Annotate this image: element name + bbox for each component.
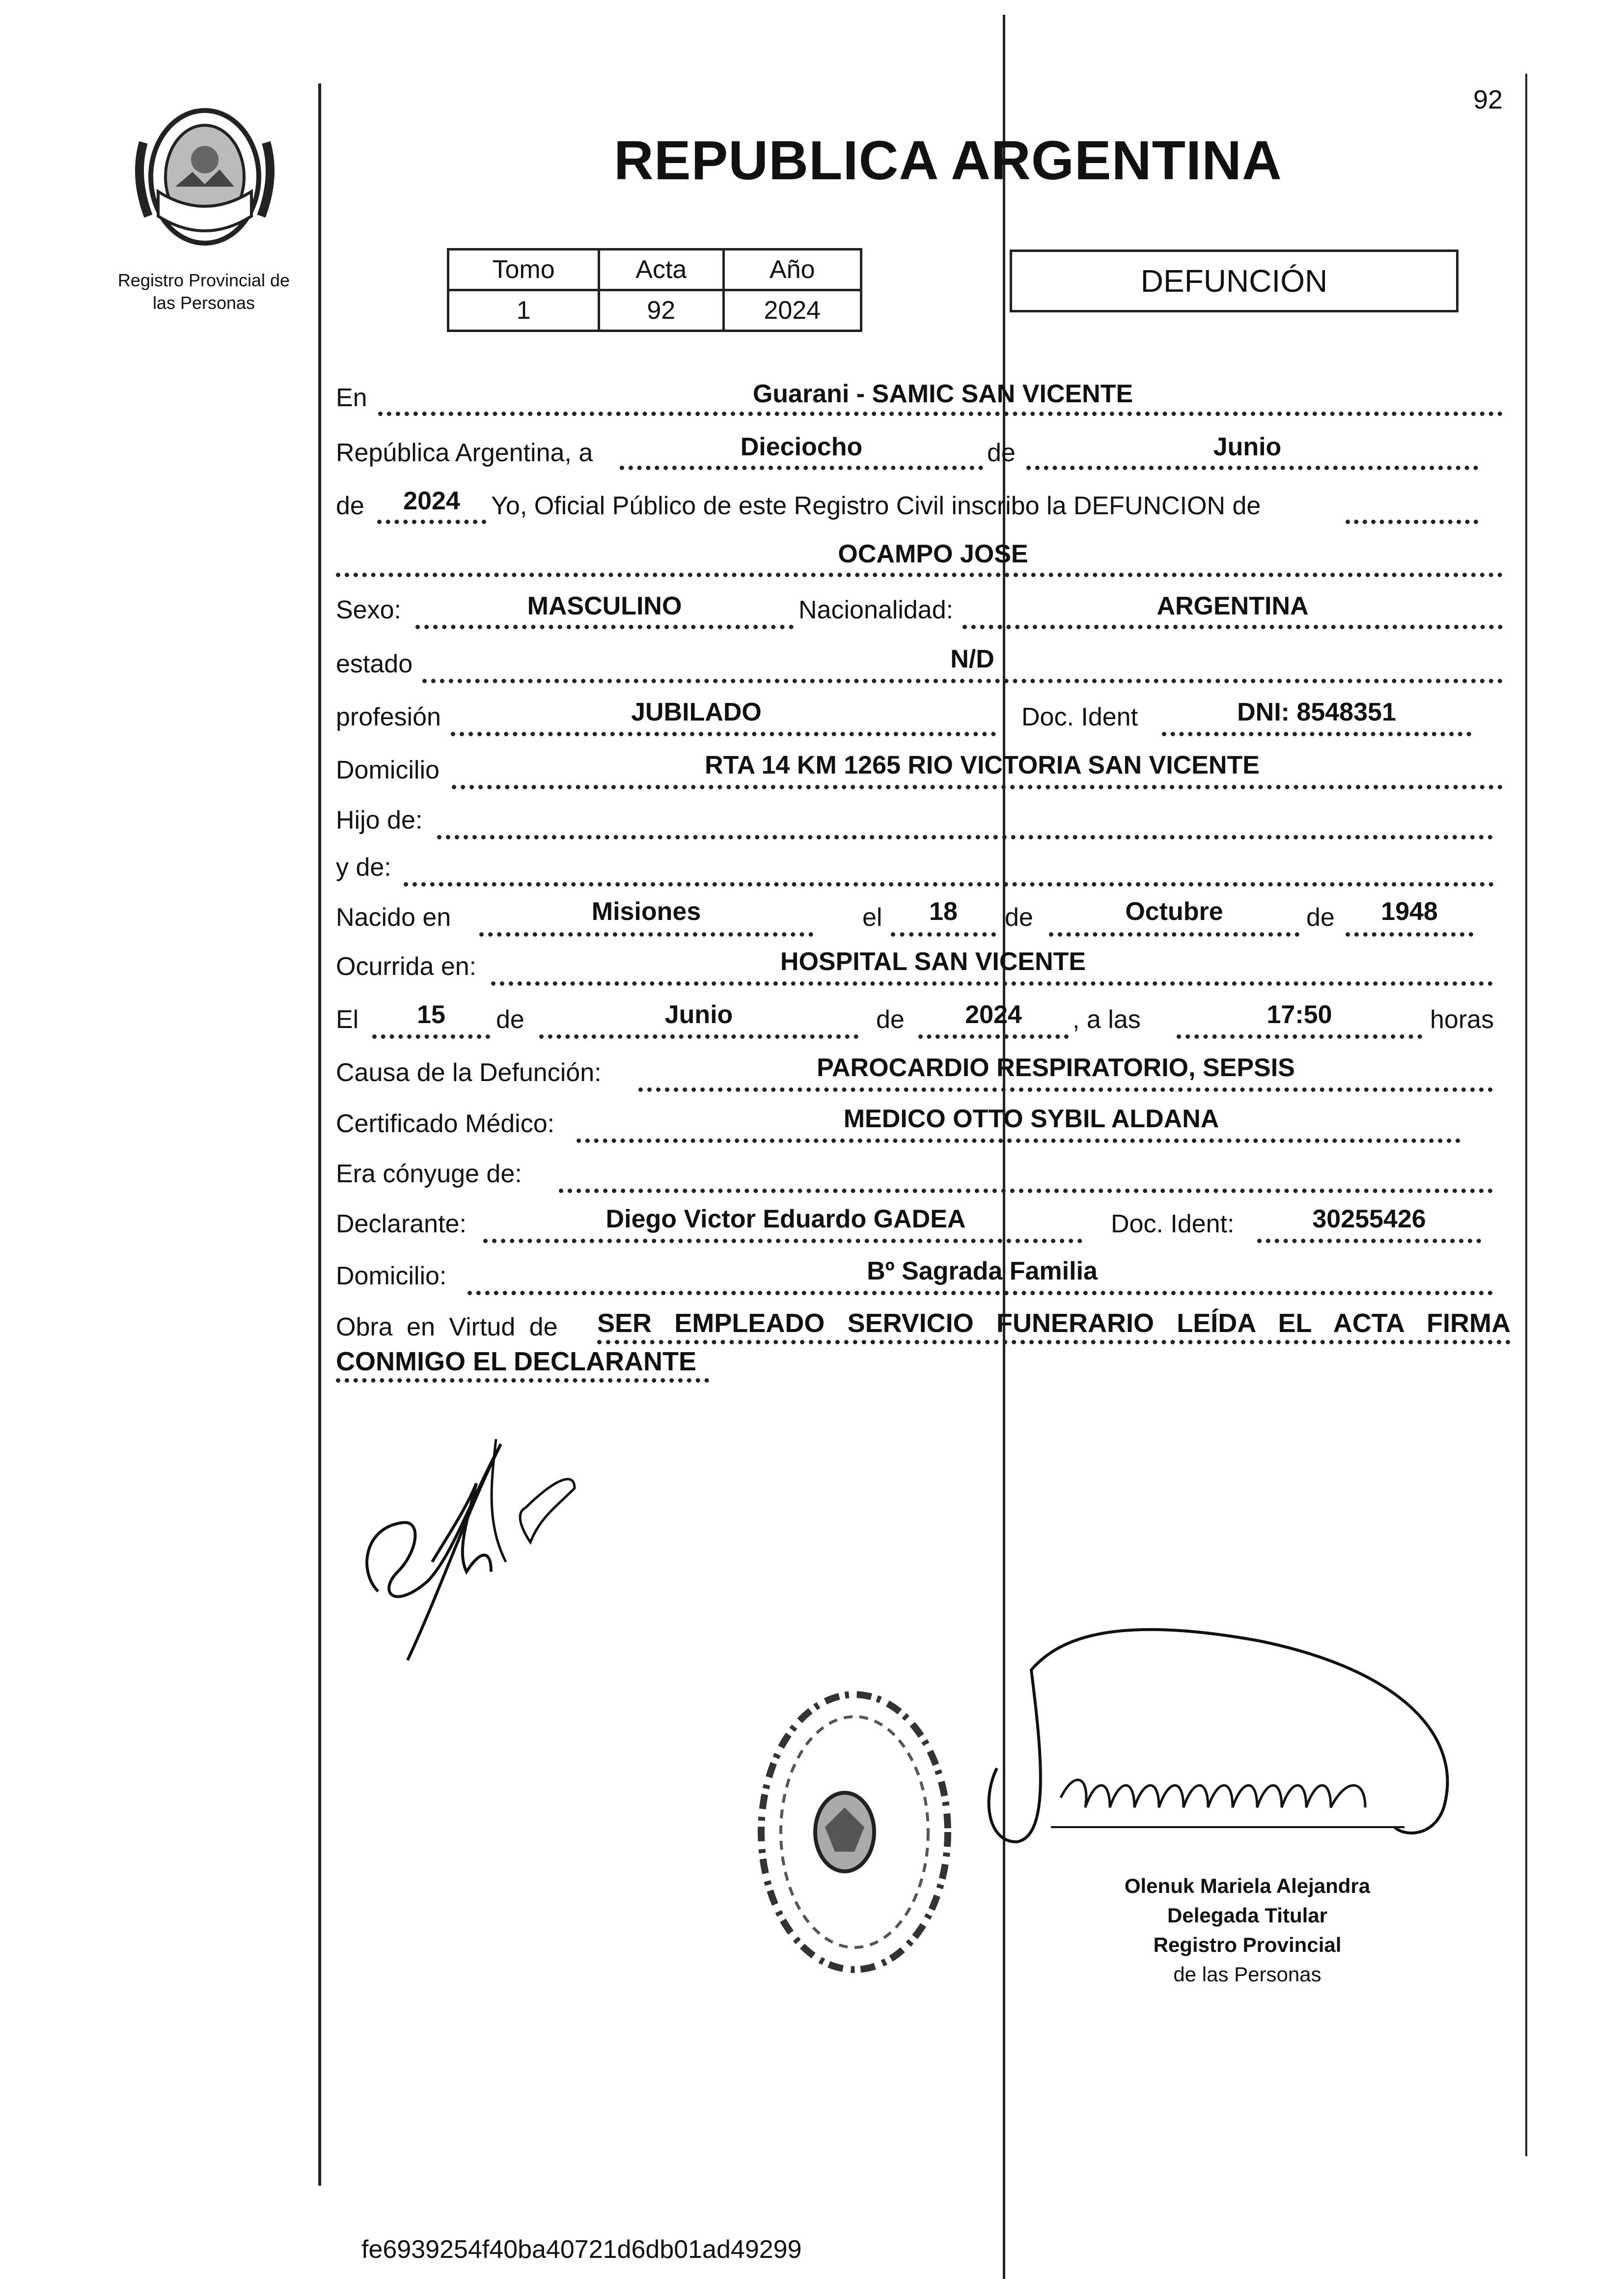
nacionalidad-line [963,625,1503,629]
acta-header: Acta [599,250,723,290]
record-reference-table [447,248,862,332]
ocurrida-line [491,981,1493,986]
official-seal-stamp [746,1680,963,1984]
y-de-label: y de: [336,853,391,882]
fecha-year-line [918,1034,1069,1039]
act-type-label: DEFUNCIÓN [1140,263,1328,299]
nacido-de-2: de [1306,903,1335,932]
fecha-horas: horas [1430,1005,1494,1034]
nacido-de-1: de [1005,903,1033,932]
tomo-header: Tomo [448,250,599,290]
profesion-value: JUBILADO [631,698,762,726]
nacido-year-line [1346,932,1473,937]
oficial-line [1346,520,1478,524]
oficial-text: Yo, Oficial Público de este Registro Civil inscribo la DEFUNCION de [491,492,1261,520]
official-signature [963,1621,1483,1896]
month-line [1026,466,1478,470]
official-office-2: de las Personas [1173,1963,1321,1986]
year-de: de [336,492,364,520]
y-de-line [404,882,1494,887]
conyuge-label: Era cónyuge de: [336,1160,522,1188]
nacido-day-line [891,932,996,937]
nacido-place-line [479,932,813,937]
domicilio-value: RTA 14 KM 1265 RIO VICTORIA SAN VICENTE [705,751,1260,779]
registry-line-1: Registro Provincial de [117,270,290,290]
year-line [377,520,486,524]
doc-ident-line [1162,732,1471,736]
obra-line-2 [336,1378,709,1383]
nacido-place: Misiones [591,897,701,926]
en-line [378,412,1503,416]
sexo-label: Sexo: [336,596,401,624]
sexo-value: MASCULINO [527,592,682,620]
sexo-line [415,625,794,629]
nacido-el: el [862,903,882,932]
obra-label: Obra en Virtud de [336,1313,558,1341]
day-value: Dieciocho [740,433,863,461]
domicilio-2-line [468,1291,1493,1295]
anio-header: Año [723,250,861,290]
fecha-time: 17:50 [1266,1001,1332,1029]
name-line [336,573,1503,577]
document-hash: fe6939254f40ba40721d6db01ad49299 [361,2235,802,2264]
acta-value: 92 [599,290,723,331]
nacido-month-line [1049,932,1299,937]
fecha-a-las: , a las [1073,1005,1141,1034]
official-office-1: Registro Provincial [1153,1933,1342,1956]
day-line [620,466,983,470]
registry-line-2: las Personas [152,293,255,313]
profesion-label: profesión [336,703,441,731]
hijo-de-label: Hijo de: [336,806,423,834]
deceased-name: OCAMPO JOSE [838,540,1028,568]
act-type-box [1010,250,1459,312]
declarante-value: Diego Victor Eduardo GADEA [606,1205,966,1233]
en-label: En [336,384,367,412]
official-name: Olenuk Mariela Alejandra [1124,1874,1371,1897]
domicilio-line [452,785,1503,789]
declarant-signature [344,1424,619,1670]
registry-name [93,269,314,314]
fecha-month: Junio [664,1001,733,1029]
hijo-de-line [437,835,1493,839]
fecha-de-1: de [496,1005,524,1034]
nacionalidad-label: Nacionalidad: [798,596,954,624]
domicilio-2-label: Domicilio: [336,1262,447,1290]
republica-de: de [987,439,1016,467]
obra-line-1 [597,1340,1511,1344]
declarante-label: Declarante: [336,1210,467,1238]
official-role: Delegada Titular [1167,1904,1327,1927]
certificado-label: Certificado Médico: [336,1110,555,1138]
nacido-year: 1948 [1381,897,1438,926]
ocurrida-label: Ocurrida en: [336,952,477,981]
provincia-misiones-emblem-icon [129,103,281,255]
anio-value: 2024 [723,290,861,331]
fecha-time-line [1177,1034,1422,1039]
obra-value-1: SER EMPLEADO SERVICIO FUNERARIO LEÍDA EL ACTA FIRMA [597,1308,1511,1338]
nacido-label: Nacido en [336,903,451,932]
fecha-day-line [372,1034,490,1039]
fecha-el: El [336,1005,359,1034]
obra-value-2: CONMIGO EL DECLARANTE [336,1347,697,1376]
causa-label: Causa de la Defunción: [336,1058,602,1087]
causa-value: PAROCARDIO RESPIRATORIO, SEPSIS [817,1054,1295,1082]
estado-label: estado [336,650,413,678]
profesion-line [451,732,996,736]
fecha-month-line [539,1034,858,1039]
nacido-month: Octubre [1125,897,1223,926]
republica-label: República Argentina, a [336,439,593,467]
official-block [1071,1871,1424,1989]
scan-fold-line [1003,15,1005,2279]
month-value: Junio [1213,433,1282,461]
page-title: REPUBLICA ARGENTINA [614,130,1282,191]
nacido-day: 18 [929,897,958,926]
left-margin-rule [318,83,321,2186]
page-number: 92 [1473,85,1503,114]
tomo-value: 1 [448,290,599,331]
doc-ident-label: Doc. Ident [1021,703,1138,731]
certificado-line [577,1139,1460,1143]
doc-ident-value: DNI: 8548351 [1237,698,1396,726]
fecha-year: 2024 [965,1001,1022,1029]
conyuge-line [559,1189,1493,1193]
causa-line [638,1087,1493,1092]
certificado-value: MEDICO OTTO SYBIL ALDANA [843,1105,1219,1133]
estado-line [422,679,1503,683]
year-value: 2024 [403,487,460,515]
fecha-de-2: de [876,1005,905,1034]
en-value: Guarani - SAMIC SAN VICENTE [752,380,1133,408]
declarante-doc-label: Doc. Ident: [1111,1210,1235,1238]
right-margin-rule [1525,74,1527,2156]
fecha-day: 15 [417,1001,445,1029]
ocurrida-value: HOSPITAL SAN VICENTE [780,947,1086,976]
declarante-line [483,1239,1082,1243]
declarante-doc-line [1257,1239,1481,1243]
nacionalidad-value: ARGENTINA [1156,592,1309,620]
declarante-doc-value: 30255426 [1312,1205,1426,1233]
domicilio-label: Domicilio [336,756,440,784]
domicilio-2-value: Bº Sagrada Familia [867,1257,1098,1285]
estado-value: N/D [950,645,994,673]
